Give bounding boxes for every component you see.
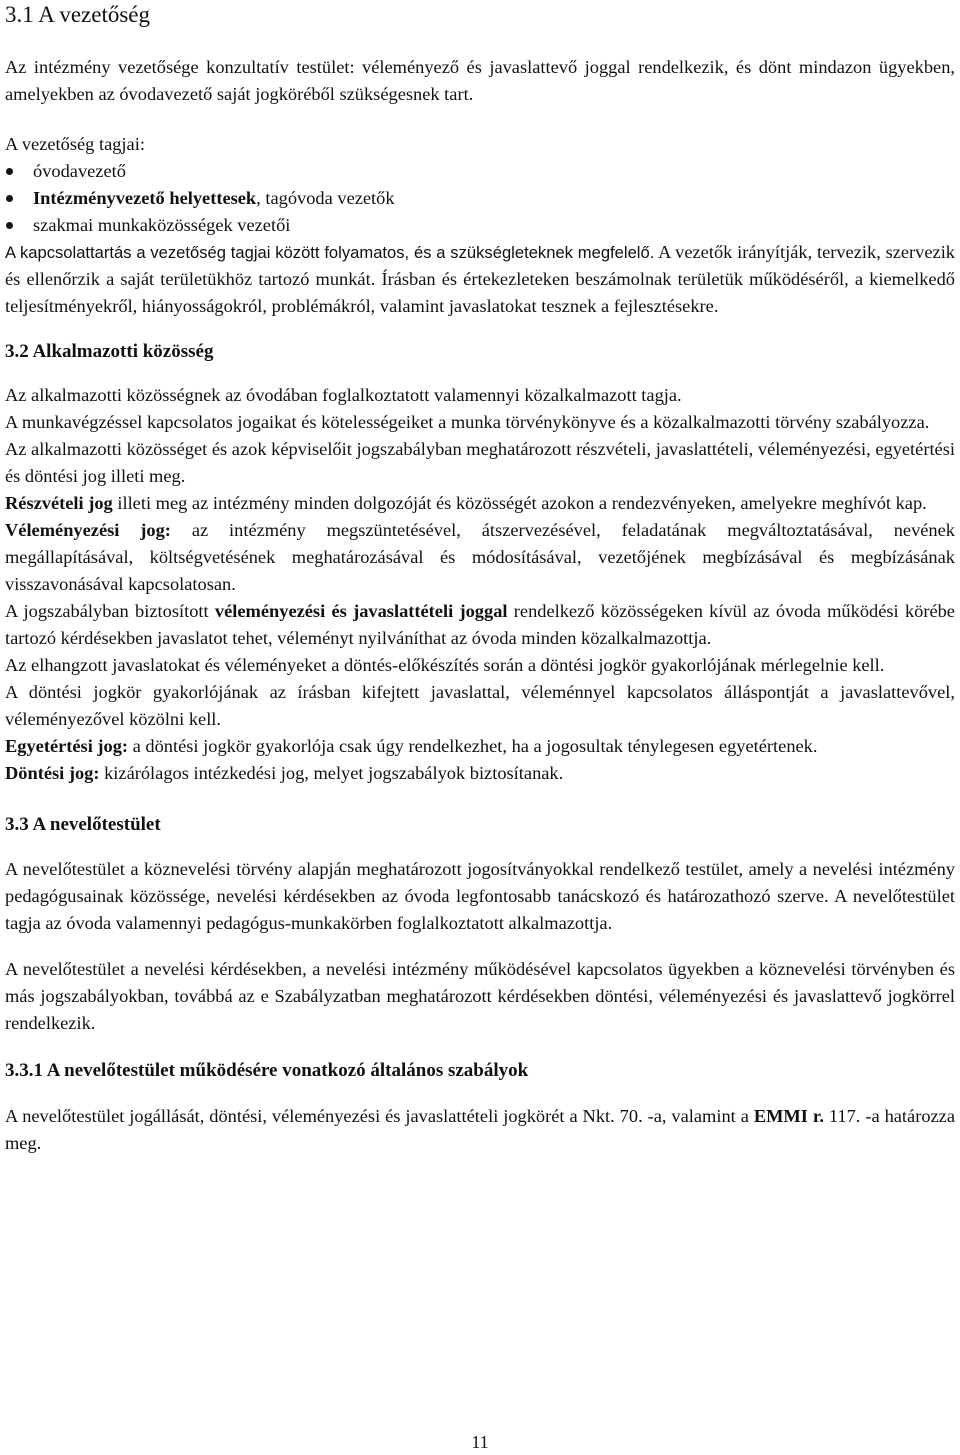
list-item: szakmai munkaközösségek vezetői [5, 212, 955, 239]
body-text: Írásban és értekezleteken beszámolnak területük működéséről, a kiemelkedő teljesítményekről, hiányosságokról, problémákról, valamint javaslatokat tesznek a fejlesztésekre. [5, 269, 955, 316]
list-item: Intézményvezető helyettesek, tagóvoda vezetők [5, 185, 955, 212]
body-text: A vezetők irányítják, tervezik, szervezik és ellenőrzik a saját területükhöz tartozó munkát. [5, 242, 956, 289]
body-sans-text: A kapcsolattartás a vezetőség tagjai között folyamatos, és a szükségleteknek megfelelő. [5, 243, 655, 262]
paragraph: A döntési jogkör gyakorlójának az írásban kifejtett javaslattal, véleménnyel kapcsolatos álláspontját a javaslattevővel, véleményezővel közölni kell. [5, 682, 955, 729]
members-heading: A vezetőség tagjai: [5, 134, 145, 154]
members-list [5, 158, 955, 239]
paragraph: Az elhangzott javaslatokat és véleményeket a döntés-előkészítés során a döntési jogkör gyakorlójának mérlegelnie kell. [5, 655, 885, 675]
list-item: óvodavezető [5, 158, 955, 185]
paragraph: A nevelőtestület a köznevelési törvény alapján meghatározott jogosítványokkal rendelkező testület, amely a nevelési intézmény pedagógusainak közössége, nevelési kérdésekben az óvoda legfontosabb tanácskozó és határozathozó szerve. A nevelőtestület tagja az óvoda valamennyi pedagógus-munkakörben foglalkoztatott alkalmazottja. [5, 859, 955, 933]
document-page [5, 0, 955, 1157]
bullet-icon [6, 168, 13, 175]
section-3-1-body [5, 239, 955, 320]
paragraph: A jogszabályban biztosított véleményezési és javaslattételi joggal rendelkező közösségeken kívül az óvoda működési körébe tartozó kérdésekben javaslatot tehet, véleményt nyilváníthat az óvoda minden közalkalmazottja. [5, 601, 955, 648]
paragraph: Egyetértési jog: a döntési jogkör gyakorlója csak úgy rendelkezhet, ha a jogosultak ténylegesen egyetértenek. [5, 736, 818, 756]
section-3-3-1-title: 3.3.1 A nevelőtestület működésére vonatkozó általános szabályok [5, 1060, 529, 1081]
paragraph: Véleményezési jog: az intézmény megszüntetésével, átszervezésével, feladatának megváltoztatásával, nevének megállapításával, költségvetésének meghatározásával és módosításával, vezetőjének megbízásával és megbízásának visszavonásával kapcsolatosan. [5, 520, 955, 594]
section-3-2-title: 3.2 Alkalmazotti közösség [5, 341, 214, 362]
section-3-1-intro: Az intézmény vezetősége konzultatív testület: véleményező és javaslattevő joggal rendelkezik, és dönt mindazon ügyekben, amelyekben az óvodavezető saját jogköréből szükségesnek tart. [5, 57, 955, 104]
bullet-icon [6, 195, 13, 202]
paragraph: A munkavégzéssel kapcsolatos jogaikat és kötelességeiket a munka törvénykönyve és a közalkalmazotti törvény szabályozza. [5, 412, 930, 432]
page-number: 11 [471, 1432, 489, 1452]
bullet-icon [6, 222, 13, 229]
paragraph: Az alkalmazotti közösséget és azok képviselőit jogszabályban meghatározott részvételi, javaslattételi, véleményezési, egyetértési és döntési jog illeti meg. [5, 439, 955, 486]
paragraph: A nevelőtestület jogállását, döntési, véleményezési és javaslattételi jogkörét a Nkt. 70. -a, valamint a EMMI r. 117. -a határozza meg. [5, 1106, 956, 1153]
section-3-3-title: 3.3 A nevelőtestület [5, 814, 161, 835]
paragraph: Döntési jog: kizárólagos intézkedési jog, melyet jogszabályok biztosítanak. [5, 763, 564, 783]
paragraph: Részvételi jog illeti meg az intézmény minden dolgozóját és közösségét azokon a rendezvényeken, amelyekre meghívót kap. [5, 493, 927, 513]
paragraph: Az alkalmazotti közösségnek az óvodában foglalkoztatott valamennyi közalkalmazott tagja. [5, 385, 682, 405]
section-3-1-title: 3.1 A vezetőség [5, 2, 150, 27]
paragraph: A nevelőtestület a nevelési kérdésekben, a nevelési intézmény működésével kapcsolatos ügyekben a köznevelési törvényben és más jogszabályokban, továbbá az e Szabályzatban meghatározott kérdésekben döntési, véleményezési és javaslattevő jogkörrel rendelkezik. [5, 959, 955, 1033]
